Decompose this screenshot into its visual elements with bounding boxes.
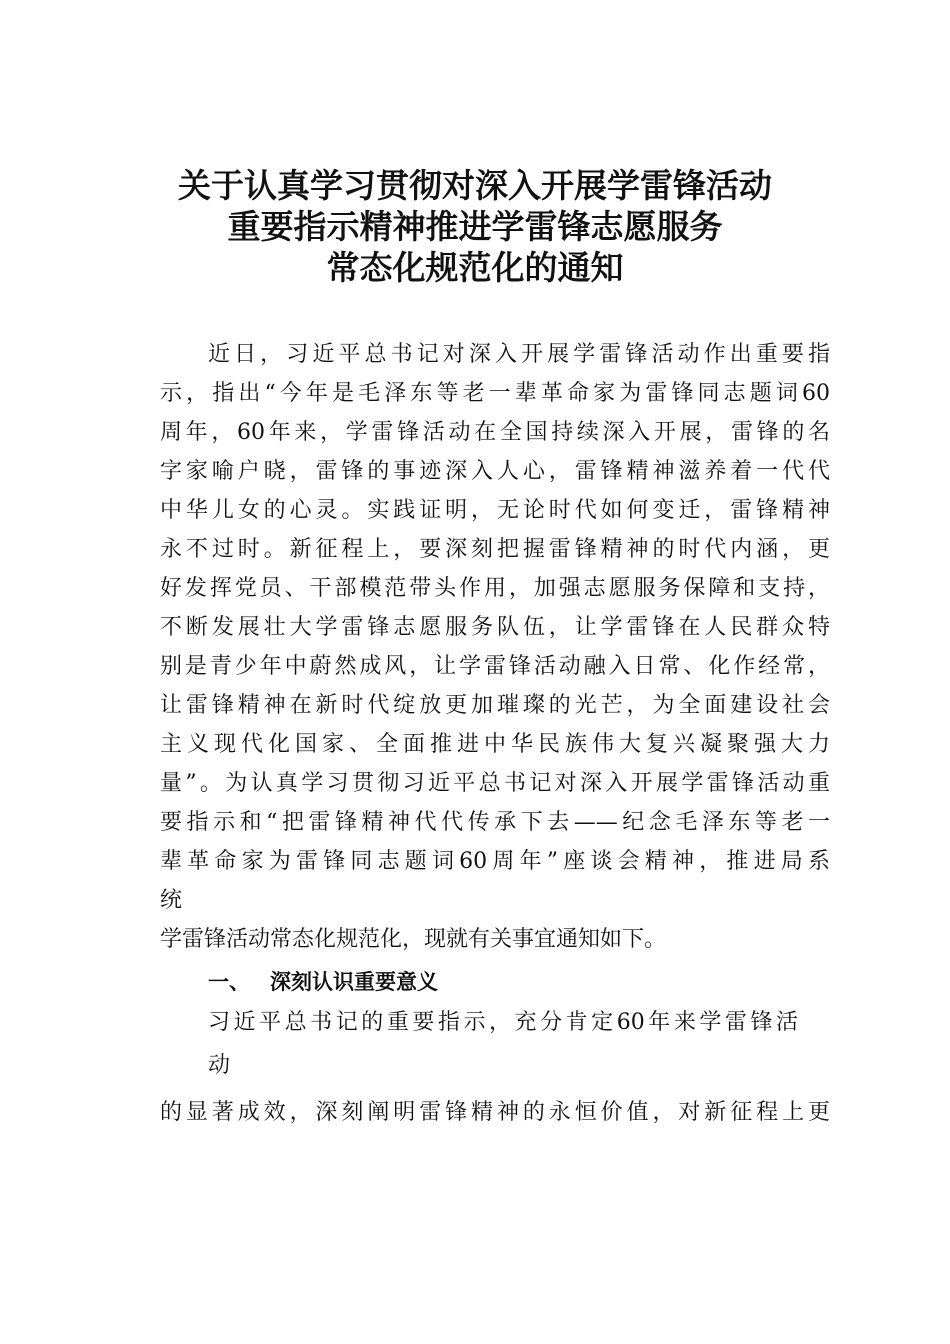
body-line: 字家喻户晓，雷锋的事迹深入人心，雷锋精神滋养着一代代 [160,459,830,484]
body-line: 主义现代化国家、全面推进中华民族伟大复兴凝聚强大力 [160,732,830,757]
body-line: 周年，60年来，学雷锋活动在全国持续深入开展，雷锋的名 [160,420,830,445]
body-line: 的显著成效，深刻阐明雷锋精神的永恒价值，对新征程上更 [160,1100,830,1125]
body-line: 让雷锋精神在新时代绽放更加璀璨的光芒，为全面建设社会 [160,693,830,718]
section-number: 一、 [208,970,250,994]
title-line-1: 关于认真学习贯彻对深入开展学雷锋活动 [178,166,772,205]
body-line: 要指示和“把雷锋精神代代传承下去——纪念毛泽东等老一 [160,810,830,835]
body-line: 近日，习近平总书记对深入开展学雷锋活动作出重要指 [208,342,830,367]
body-line: 永不过时。新征程上，要深刻把握雷锋精神的时代内涵，更 [160,537,830,562]
body-line: 好发挥党员、干部模范带头作用，加强志愿服务保障和支持， [160,576,830,601]
body-line: 统 [160,888,183,913]
section-heading [208,967,438,997]
title-line-3: 常态化规范化的通知 [326,248,624,287]
body-line: 中华儿女的心灵。实践证明，无论时代如何变迁，雷锋精神 [160,498,830,523]
body-line: 动 [208,1053,231,1078]
body-line: 辈革命家为雷锋同志题词60周年”座谈会精神，推进局系 [160,849,830,874]
body-line: 不断发展壮大学雷锋志愿服务队伍，让学雷锋在人民群众特 [160,615,830,640]
section-title: 深刻认识重要意义 [270,970,438,994]
body-line: 量”。为认真学习贯彻习近平总书记对深入开展学雷锋活动重 [160,771,830,796]
body-line: 示，指出“今年是毛泽东等老一辈革命家为雷锋同志题词60 [160,381,830,406]
body-line: 别是青少年中蔚然成风，让学雷锋活动融入日常、化作经常， [160,654,830,679]
title-line-2: 重要指示精神推进学雷锋志愿服务 [227,207,723,246]
body-line: 习近平总书记的重要指示，充分肯定60年来学雷锋活 [208,1010,798,1035]
body-line: 学雷锋活动常态化规范化，现就有关事宜通知如下。 [160,927,667,952]
